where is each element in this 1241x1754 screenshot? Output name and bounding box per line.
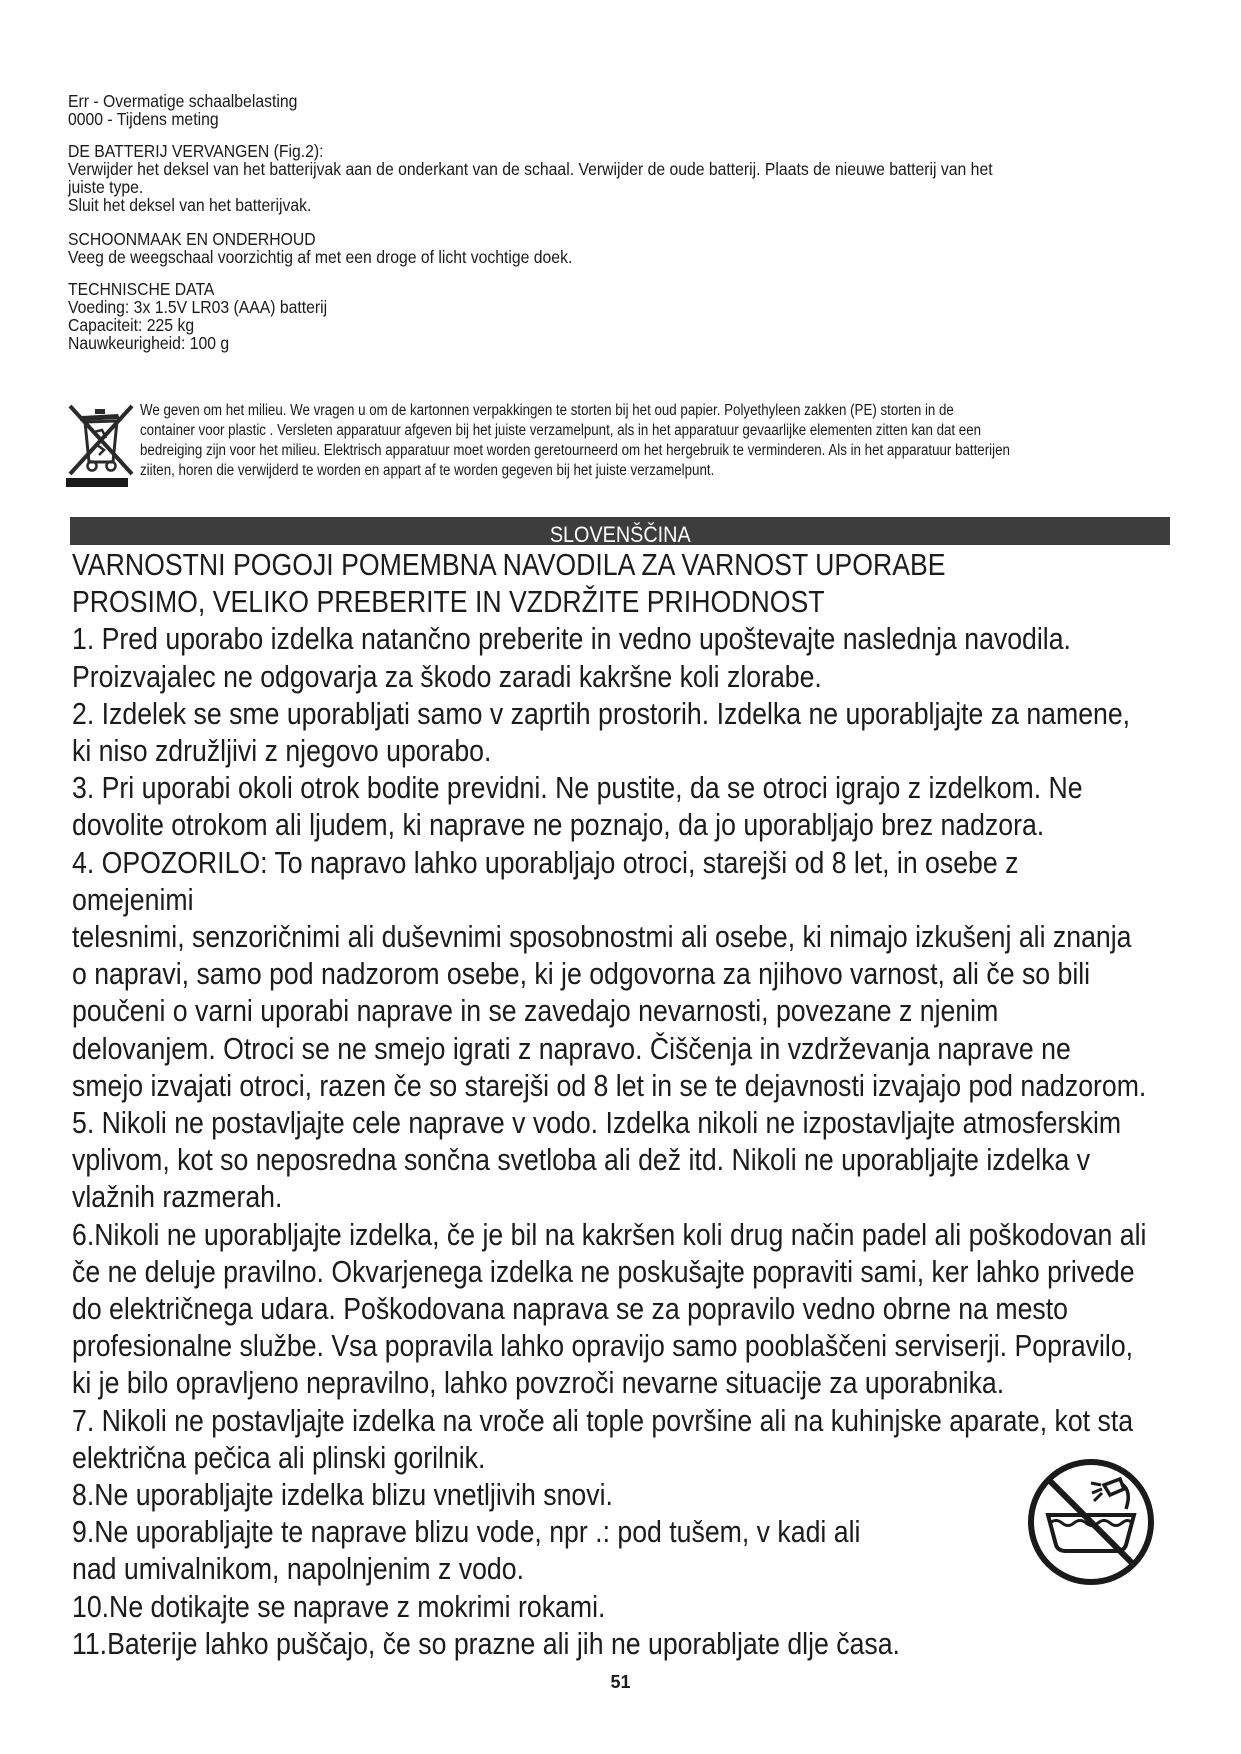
instruction-line: Proizvajalec ne odgovarja za škodo zaradi kakršne koli zlorabe. [72,658,822,694]
instruction-line: telesnimi, senzoričnimi ali duševnimi sposobnostmi ali osebe, ki nimajo izkušenj ali znanja [72,919,1132,955]
technical-line: Nauwkeurigheid: 100 g [68,333,230,353]
error-code-line: 0000 - Tijdens meting [68,109,219,129]
instruction-line: vplivom, kot so neposredna sončna svetloba ali dež itd. Nikoli ne uporabljajte izdelka v [72,1142,1091,1178]
battery-title: DE BATTERIJ VERVANGEN (Fig.2): [68,141,324,161]
instruction-line: 10.Ne dotikajte se naprave z mokrimi rokami. [72,1588,606,1624]
environment-line: bedreiging zijn voor het milieu. Elektrisch apparatuur moet worden geretourneerd om het hergebruik te verminderen. Als in het apparatuur batterijen [140,442,1010,459]
instruction-line: 7. Nikoli ne postavljajte izdelka na vroče ali tople površine ali na kuhinjske aparate, kot sta [72,1402,1134,1438]
battery-line: Sluit het deksel van het batterijvak. [68,195,312,215]
no-use-near-bath-water-icon [1026,1457,1156,1587]
slovenian-section [72,546,1147,1662]
instruction-line: če ne deluje pravilno. Okvarjenega izdelka ne poskušajte popraviti sami, ker lahko privede [72,1253,1135,1289]
instruction-line: ki je bilo opravljeno nepravilno, lahko povzroči nevarne situacije za uporabnika. [72,1365,1005,1401]
error-codes [68,92,1049,128]
instruction-line: vlažnih razmerah. [72,1179,283,1215]
technical-line: Voeding: 3x 1.5V LR03 (AAA) batterij [68,297,328,317]
safety-heading [72,546,1147,620]
cleaning-section [68,230,1049,266]
instruction-line: 8.Ne uporabljajte izdelka blizu vnetljivih snovi. [72,1477,613,1513]
instruction-line: 3. Pri uporabi okoli otrok bodite previdni. Ne pustite, da se otroci igrajo z izdelkom. Ne [72,770,1083,806]
environment-line: We geven om het milieu. We vragen u om de kartonnen verpakkingen te storten bij het oud papier. Polyethyleen zakken (PE) storten in de [140,402,954,419]
instruction-line: do električnega udara. Poškodovana naprava se za popravilo vedno obrne na mesto [72,1291,1068,1327]
environment-notice [66,400,1186,490]
instruction-line: nad umivalnikom, napolnjenim z vodo. [72,1551,524,1587]
instruction-line: profesionalne službe. Vsa popravila lahko opravijo samo pooblaščeni serviserji. Popravilo, [72,1328,1134,1364]
instruction-line: 2. Izdelek se sme uporabljati samo v zaprtih prostorih. Izdelka ne uporabljajte za namene, [72,695,1131,731]
safety-heading-line: PROSIMO, VELIKO PREBERITE IN VZDRŽITE PRIHODNOST [72,584,825,620]
instruction-line: smejo izvajati otroci, razen če so starejši od 8 let in se te dejavnosti izvajajo pod nadzorom. [72,1067,1147,1103]
instruction-line: dovolite otrokom ali ljudem, ki naprave ne poznajo, da jo uporabljajo brez nadzora. [72,807,1045,843]
instruction-line: 6.Nikoli ne uporabljajte izdelka, če je bil na kakršen koli drug način padel ali poškodovan ali [72,1216,1147,1252]
crossed-out-wheelie-bin-icon [66,400,138,490]
battery-line: juiste type. [68,177,144,197]
instruction-line: delovanjem. Otroci se ne smejo igrati z napravo. Čiščenja in vzdrževanja naprave ne [72,1030,1071,1066]
environment-line: container voor plastic . Versleten apparatuur afgeven bij het juiste verzamelpunt, als in het apparatuur gevaarlijke elementen zitten kan dat een [140,422,982,439]
cleaning-line: Veeg de weegschaal voorzichtig af met een droge of licht vochtige doek. [68,247,573,267]
dutch-section [68,92,1049,366]
technical-section [68,280,1049,352]
instruction-line: 9.Ne uporabljajte te naprave blizu vode, npr .: pod tušem, v kadi ali [72,1514,861,1550]
instruction-line: električna pečica ali plinski gorilnik. [72,1439,486,1475]
technical-title: TECHNISCHE DATA [68,279,215,299]
instruction-line: 4. OPOZORILO: To napravo lahko uporabljajo otroci, starejši od 8 let, in osebe z omejenimi [72,844,1019,917]
page-number: 51 [610,1672,631,1692]
safety-instructions [72,620,1147,1662]
technical-line: Capaciteit: 225 kg [68,315,195,335]
instruction-line: ki niso združljivi z njegovo uporabo. [72,733,492,769]
language-section-label: SLOVENŠČINA [549,522,691,545]
environment-text [140,401,1120,481]
instruction-line: o napravi, samo pod nadzorom osebe, ki je odgovorna za njihovo varnost, ali če so bili [72,956,1091,992]
battery-line: Verwijder het deksel van het batterijvak aan de onderkant van de schaal. Verwijder de oude batterij. Plaats de nieuwe batterij van het [68,159,993,179]
language-section-header [70,517,1170,545]
instruction-line: 11.Baterije lahko puščajo, če so prazne ali jih ne uporabljate dlje časa. [72,1625,900,1661]
instruction-line: 1. Pred uporabo izdelka natančno preberite in vedno upoštevajte naslednja navodila. [72,621,1071,657]
environment-line: ziiten, horen die verwijderd te worden en appart af te worden gegeven bij het juiste verzamelpunt. [140,462,715,479]
battery-section [68,142,1049,214]
error-code-line: Err - Overmatige schaalbelasting [68,91,298,111]
instruction-line: poučeni o varni uporabi naprave in se zavedajo nevarnosti, povezane z njenim [72,993,999,1029]
cleaning-title: SCHOONMAAK EN ONDERHOUD [68,229,316,249]
safety-heading-line: VARNOSTNI POGOJI POMEMBNA NAVODILA ZA VARNOST UPORABE [72,547,946,582]
instruction-line: 5. Nikoli ne postavljajte cele naprave v vodo. Izdelka nikoli ne izpostavljajte atmosferskim [72,1105,1122,1141]
